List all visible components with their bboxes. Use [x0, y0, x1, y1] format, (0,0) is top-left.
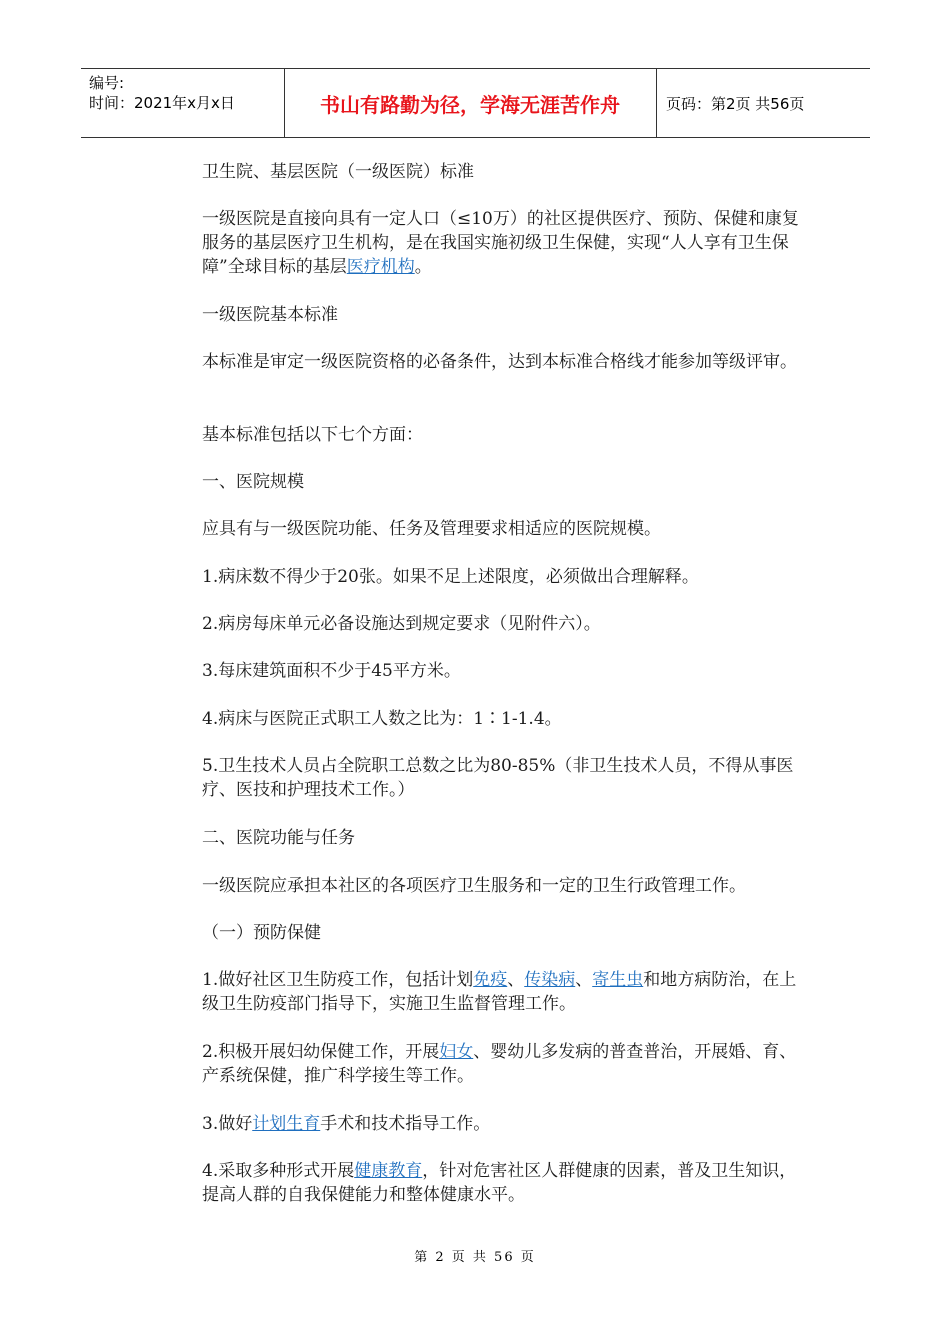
time-label: 时间：2021年x月x日 — [89, 94, 235, 112]
paragraph-text: 、婴幼儿多发病的普查普治，开展婚、育、产系统保健，推广科学接生等工作。 — [202, 1042, 797, 1086]
inline-link[interactable]: 妇女 — [439, 1042, 474, 1062]
inline-link[interactable]: 计划生育 — [252, 1114, 321, 1134]
paragraph-text: 、 — [507, 970, 525, 990]
inline-link[interactable]: 免疫 — [473, 970, 508, 990]
paragraph — [202, 754, 812, 802]
paragraph — [202, 874, 812, 898]
header-page-info: 页码：第2页 共56页 — [666, 94, 805, 113]
paragraph-text: 一级医院是直接向具有一定人口（≤10万）的社区提供医疗、预防、保健和康复服务的基层医疗卫生机构，是在我国实施初级卫生保健，实现“人人享有卫生保障”全球目标的基层 — [202, 209, 799, 277]
paragraph-text: 应具有与一级医院功能、任务及管理要求相适应的医院规模。 — [202, 519, 661, 539]
inline-link[interactable]: 寄生虫 — [592, 970, 644, 990]
paragraph-text: 2.积极开展妇幼保健工作，开展 — [202, 1042, 440, 1062]
paragraph — [202, 1040, 812, 1088]
paragraph-text: 3.每床建筑面积不少于45平方米。 — [202, 661, 461, 681]
paragraph-text: 二、医院功能与任务 — [202, 828, 355, 848]
paragraph-text: 一、医院规模 — [202, 472, 304, 492]
document-header — [81, 68, 870, 138]
page-footer: 第 2 页 共 56 页 — [414, 1250, 536, 1265]
paragraph — [202, 659, 812, 683]
inline-link[interactable]: 健康教育 — [354, 1161, 423, 1181]
paragraph — [202, 207, 812, 279]
paragraph — [202, 160, 812, 184]
paragraph-text: 基本标准包括以下七个方面： — [202, 425, 423, 445]
paragraph-text: 一级医院应承担本社区的各项医疗卫生服务和一定的卫生行政管理工作。 — [202, 876, 746, 896]
number-label: 编号: — [89, 74, 125, 92]
paragraph-text: 卫生院、基层医院（一级医院）标准 — [202, 162, 474, 182]
paragraph-text: 本标准是审定一级医院资格的必备条件，达到本标准合格线才能参加等级评审。 — [202, 352, 797, 372]
paragraph-text: 一级医院基本标准 — [202, 305, 338, 325]
paragraph — [202, 1159, 812, 1207]
paragraph-text: 。 — [414, 257, 432, 277]
paragraph-text: 、 — [575, 970, 593, 990]
paragraph-text: ，针对危害社区人群健康的因素，普及卫生知识，提高人群的自我保健能力和整体健康水平。 — [202, 1161, 797, 1205]
paragraph-text: 1.病床数不得少于20张。如果不足上述限度，必须做出合理解释。 — [202, 567, 699, 587]
paragraph-text: 3.做好 — [202, 1114, 253, 1134]
paragraph-text: （一）预防保健 — [202, 923, 321, 943]
paragraph — [202, 826, 812, 850]
paragraph — [202, 517, 812, 541]
paragraph — [202, 565, 812, 589]
paragraph — [202, 612, 812, 636]
paragraph-text: 1.做好社区卫生防疫工作，包括计划 — [202, 970, 474, 990]
paragraph-text: 5.卫生技术人员占全院职工总数之比为80-85%（非卫生技术人员，不得从事医疗、医技和护理技术工作。） — [202, 756, 794, 800]
inline-link[interactable]: 医疗机构 — [346, 257, 415, 277]
paragraph-text: 4.病床与医院正式职工人数之比为：1∶1-1.4。 — [202, 709, 562, 729]
paragraph-text: 手术和技术指导工作。 — [320, 1114, 491, 1134]
paragraph — [202, 921, 812, 945]
paragraph-text: 和地方病防治，在上级卫生防疫部门指导下，实施卫生监督管理工作。 — [202, 970, 797, 1014]
header-meta — [89, 73, 279, 113]
paragraph — [202, 470, 812, 494]
inline-link[interactable]: 传染病 — [524, 970, 576, 990]
paragraph — [202, 303, 812, 327]
paragraph-text: 2.病房每床单元必备设施达到规定要求（见附件六）。 — [202, 614, 601, 634]
paragraph — [202, 423, 812, 447]
paragraph — [202, 707, 812, 731]
paragraph — [202, 1112, 812, 1136]
paragraph — [202, 350, 812, 374]
header-motto: 书山有路勤为径，学海无涯苦作舟 — [320, 92, 620, 117]
header-divider — [656, 69, 657, 137]
paragraph — [202, 968, 812, 1016]
paragraph-text: 4.采取多种形式开展 — [202, 1161, 355, 1181]
